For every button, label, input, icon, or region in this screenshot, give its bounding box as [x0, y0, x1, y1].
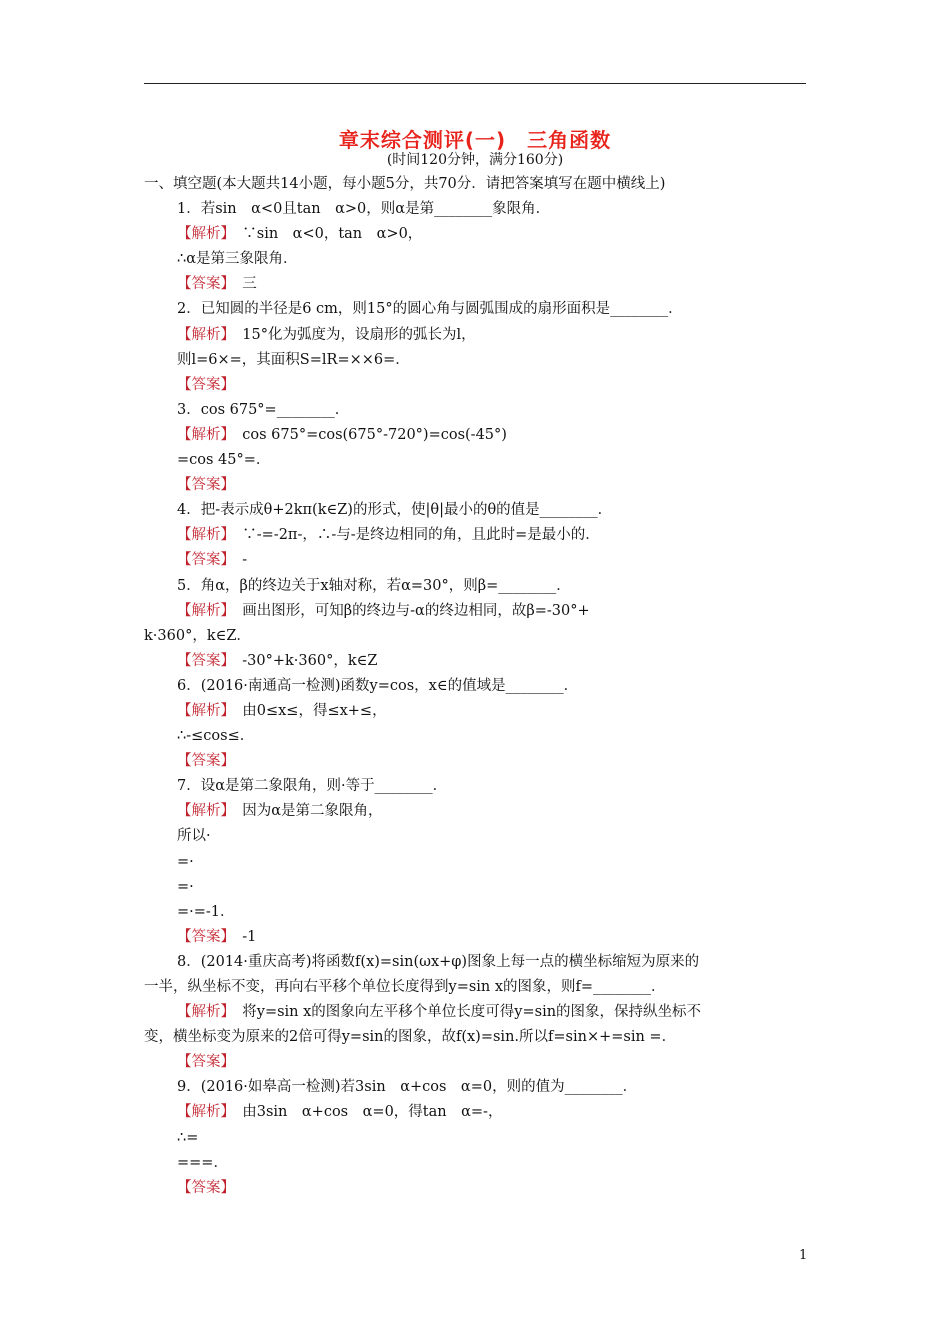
section-label: 【解析】: [177, 1104, 228, 1121]
text-line: [144, 1025, 806, 1050]
text-line: [144, 1151, 806, 1176]
section-label: 【答案】: [177, 477, 235, 494]
text-line: [144, 498, 806, 523]
section-label: 【答案】: [177, 276, 228, 293]
line-text: 4．把-表示成θ+2kπ(k∈Z)的形式，使|θ|最小的θ的值是________．: [177, 502, 613, 519]
line-text: 因为α是第二象限角，: [227, 803, 383, 820]
header-rule: [144, 83, 806, 84]
line-text: 变，横坐标变为原来的2倍可得y=sin的图象，故f(x)=sin.所以f=sin×+=sin =．: [144, 1029, 677, 1046]
line-text: -: [227, 552, 248, 569]
line-text: 所以·: [177, 828, 211, 845]
labeled-line: [144, 925, 806, 950]
line-text: ∴α是第三象限角．: [177, 251, 298, 268]
line-text: =·=-1．: [177, 903, 235, 920]
line-text: ∴=: [177, 1129, 199, 1146]
section-label: 【解析】: [177, 226, 228, 243]
line-text: =·: [177, 878, 194, 895]
labeled-line: [144, 323, 806, 348]
line-text: ===．: [177, 1154, 228, 1171]
text-line: [144, 624, 806, 649]
line-text: 由3sin α+cos α=0，得tan α=-，: [227, 1104, 503, 1121]
text-line: [144, 950, 806, 975]
line-text: cos 675°=cos(675°-720°)=cos(-45°): [227, 426, 507, 443]
text-line: [144, 1075, 806, 1100]
labeled-line: [144, 599, 806, 624]
text-line: [144, 448, 806, 473]
section-label: 【答案】: [177, 376, 235, 393]
labeled-line: [144, 373, 806, 398]
labeled-line: [144, 548, 806, 573]
line-text: 7．设α是第二象限角，则·等于________．: [177, 778, 448, 795]
text-line: [144, 574, 806, 599]
labeled-line: [144, 799, 806, 824]
line-text: 一半，纵坐标不变，再向右平移个单位长度得到y=sin x的图象，则f=________．: [144, 979, 666, 995]
labeled-line: [144, 423, 806, 448]
section-label: 【答案】: [177, 1054, 235, 1071]
line-text: 6．(2016·南通高一检测)函数y=cos，x∈的值域是________．: [177, 677, 579, 694]
section-label: 【解析】: [177, 702, 228, 719]
line-text: =·: [177, 853, 194, 870]
text-line: [144, 172, 806, 197]
section-label: 【解析】: [177, 1004, 228, 1021]
line-text: -30°+k·360°，k∈Z: [227, 652, 378, 669]
section-label: 【答案】: [177, 1179, 235, 1196]
section-label: 【解析】: [177, 326, 228, 343]
line-text: 画出图形，可知β的终边与-α的终边相同，故β=-30°+: [227, 602, 590, 619]
text-line: [144, 197, 806, 222]
document-subtitle: (时间120分钟，满分160分): [386, 152, 564, 168]
section-label: 【答案】: [177, 652, 228, 669]
line-text: 5．角α，β的终边关于x轴对称，若α=30°，则β=________．: [177, 577, 571, 594]
text-line: [144, 900, 806, 925]
labeled-line: [144, 649, 806, 674]
labeled-line: [144, 1176, 806, 1201]
page-number: 1: [799, 1248, 808, 1263]
text-line: [144, 674, 806, 699]
section-label: 【答案】: [177, 753, 235, 770]
section-label: 【解析】: [177, 602, 228, 619]
document-title: 章末综合测评(一) 三角函数: [338, 128, 612, 152]
text-line: [144, 247, 806, 272]
labeled-line: [144, 1050, 806, 1075]
line-text: 由0≤x≤，得≤x+≤，: [227, 702, 387, 719]
text-line: [144, 824, 806, 849]
line-text: ∴-≤cos≤．: [177, 728, 255, 745]
text-line: [144, 724, 806, 749]
line-text: 1．若sin α<0且tan α>0，则α是第________象限角．: [177, 201, 551, 218]
line-text: 则l=6×=，其面积S=lR=××6=．: [177, 351, 410, 368]
text-line: [144, 1126, 806, 1151]
document-body: [144, 172, 806, 1201]
section-label: 【解析】: [177, 803, 228, 820]
section-label: 【答案】: [177, 928, 228, 945]
line-text: -1: [227, 928, 257, 945]
text-line: [144, 398, 806, 423]
labeled-line: [144, 523, 806, 548]
labeled-line: [144, 222, 806, 247]
text-line: [144, 297, 806, 322]
text-line: [144, 850, 806, 875]
line-text: ∵sin α<0，tan α>0，: [227, 226, 423, 243]
line-text: 一、填空题(本大题共14小题，每小题5分，共70分．请把答案填写在题中横线上): [144, 176, 666, 192]
text-line: [144, 774, 806, 799]
labeled-line: [144, 473, 806, 498]
labeled-line: [144, 272, 806, 297]
labeled-line: [144, 749, 806, 774]
labeled-line: [144, 699, 806, 724]
section-label: 【解析】: [177, 527, 228, 544]
line-text: =cos 45°=．: [177, 452, 271, 469]
line-text: 9．(2016·如皋高一检测)若3sin α+cos α=0，则的值为________．: [177, 1079, 638, 1096]
line-text: 2．已知圆的半径是6 cm，则15°的圆心角与圆弧围成的扇形面积是________．: [177, 301, 683, 318]
text-line: [144, 348, 806, 373]
section-label: 【答案】: [177, 552, 228, 569]
line-text: 将y=sin x的图象向左平移个单位长度可得y=sin的图象，保持纵坐标不: [227, 1004, 702, 1021]
line-text: 8．(2014·重庆高考)将函数f(x)=sin(ωx+φ)图象上每一点的横坐标缩短为原来的: [177, 953, 700, 970]
line-text: k·360°，k∈Z．: [144, 627, 251, 644]
text-line: [144, 875, 806, 900]
line-text: ∵-=-2π-，∴-与-是终边相同的角，且此时=是最小的．: [227, 527, 600, 544]
section-label: 【解析】: [177, 426, 228, 443]
line-text: 三: [227, 276, 257, 293]
labeled-line: [144, 1100, 806, 1125]
line-text: 15°化为弧度为，设扇形的弧长为l，: [227, 326, 476, 343]
line-text: 3．cos 675°=________．: [177, 401, 350, 418]
text-line: [144, 975, 806, 1000]
labeled-line: [144, 1000, 806, 1025]
